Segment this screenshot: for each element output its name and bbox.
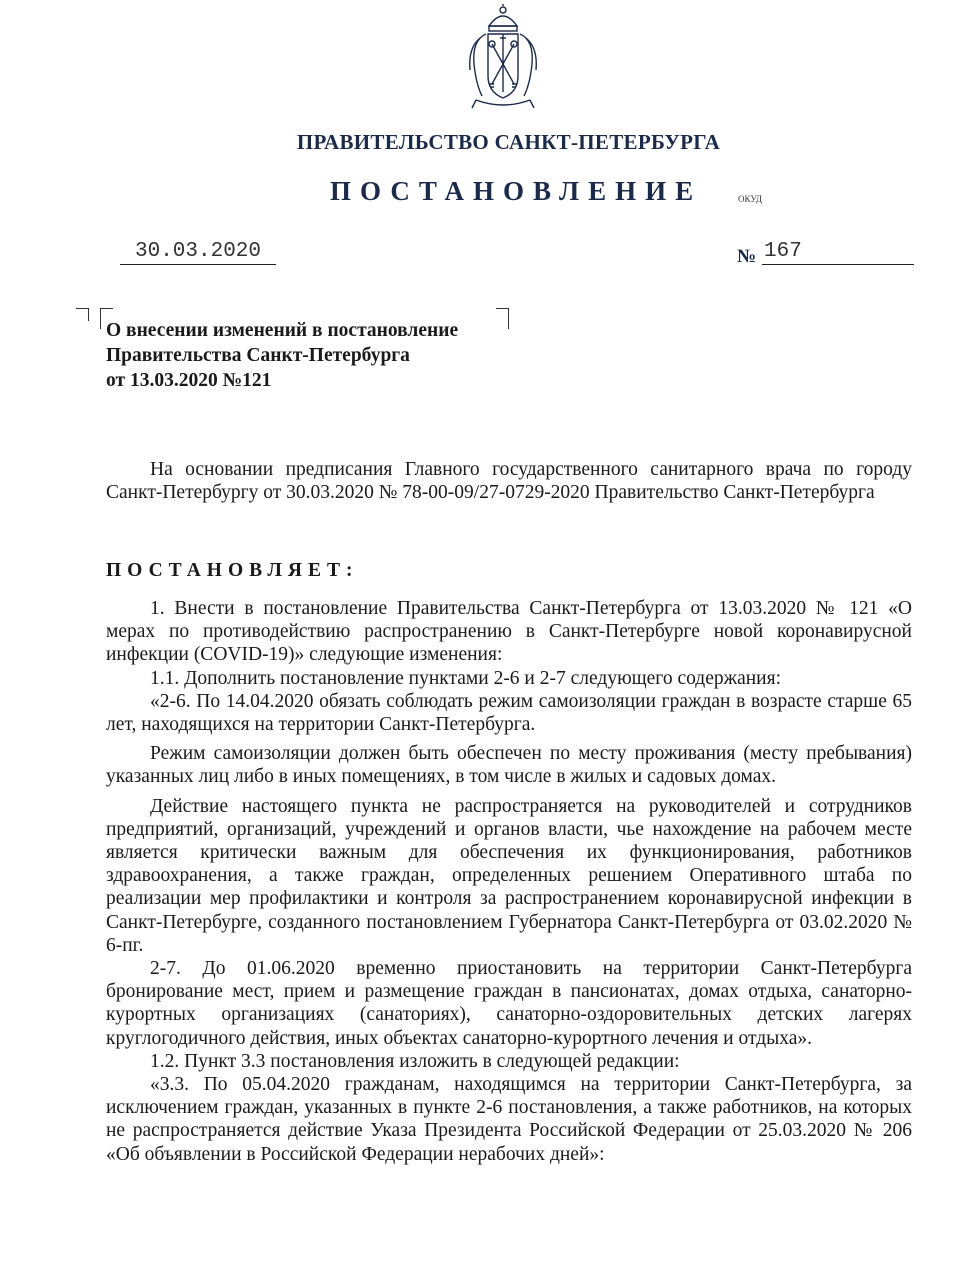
- preamble: На основании предписания Главного государственного санитарного врача по городу Санкт-Петербургу от 30.03.2020 № 78-00-09/27-0729-2020 Правительство Санкт-Петербурга: [106, 459, 912, 504]
- paragraph: «3.3. По 05.04.2020 гражданам, находящимся на территории Санкт-Петербурга, за исключением граждан, указанных в пункте 2-6 постановления, а также работников, на которых не распространяется действие Указа Президента Российской Федерации от 25.03.2020 № 206 «Об объявлении в Российской Федерации нерабочих дней»:: [106, 1074, 912, 1165]
- paragraph: «2-6. По 14.04.2020 обязать соблюдать режим самоизоляции граждан в возрасте старше 65 лет, находящихся на территории Санкт-Петербурга.: [106, 690, 912, 736]
- subject-line: от 13.03.2020 №121: [106, 370, 272, 391]
- paragraph: Режим самоизоляции должен быть обеспечен по месту проживания (месту пребывания) указанных лиц либо в иных помещениях, в том числе в жилых и садовых домах.: [106, 743, 912, 788]
- number-label: №: [737, 246, 757, 267]
- document-subject: [106, 318, 526, 393]
- okud-label: ОКУД: [738, 194, 762, 204]
- subject-line: Правительства Санкт-Петербурга: [106, 345, 410, 366]
- paragraph: Действие настоящего пункта не распространяется на руководителей и сотрудников предприятий, организаций, учреждений и органов власти, чье нахождение на рабочем месте является критически важным для обеспечения их функционирования, работников здравоохранения, а также граждан, определенных решением Оперативного штаба по реализации мер профилактики и контроля за распространением коронавирусной инфекции в Санкт-Петербурге, созданного постановлением Губернатора Санкт-Петербурга от 03.02.2020 № 6-пг.: [106, 795, 912, 956]
- resolves-heading: ПОСТАНОВЛЯЕТ:: [106, 560, 359, 581]
- corner-mark-left: [76, 308, 89, 321]
- document-type: ПОСТАНОВЛЕНИЕ: [330, 176, 703, 206]
- coat-of-arms-icon: [462, 4, 544, 114]
- paragraph: 2-7. До 01.06.2020 временно приостановить на территории Санкт-Петербурга бронирование мест, прием и размещение граждан в пансионатах, домах отдыха, санаторно-курортных организациях (санаториях), санаторно-оздоровительных детских лагерях круглогодичного действия, иных объектах санаторно-курортного лечения и отдыха».: [106, 958, 912, 1049]
- government-title: ПРАВИТЕЛЬСТВО САНКТ-ПЕТЕРБУРГА: [296, 130, 721, 154]
- document-date: 30.03.2020: [120, 240, 276, 265]
- preamble-block: [106, 458, 912, 504]
- paragraph: 1.1. Дополнить постановление пунктами 2-6 и 2-7 следующего содержания:: [150, 667, 781, 689]
- paragraph: 1. Внести в постановление Правительства Санкт-Петербурга от 13.03.2020 № 121 «О мерах по противодействию распространению в Санкт-Петербурге новой коронавирусной инфекции (COVID-19)» следующие изменения:: [106, 598, 912, 666]
- subject-line: О внесении изменений в постановление: [106, 320, 459, 341]
- paragraph: 1.2. Пункт 3.3 постановления изложить в следующей редакции:: [150, 1050, 680, 1072]
- decree-body: [106, 597, 912, 1166]
- document-number: 167: [762, 240, 914, 265]
